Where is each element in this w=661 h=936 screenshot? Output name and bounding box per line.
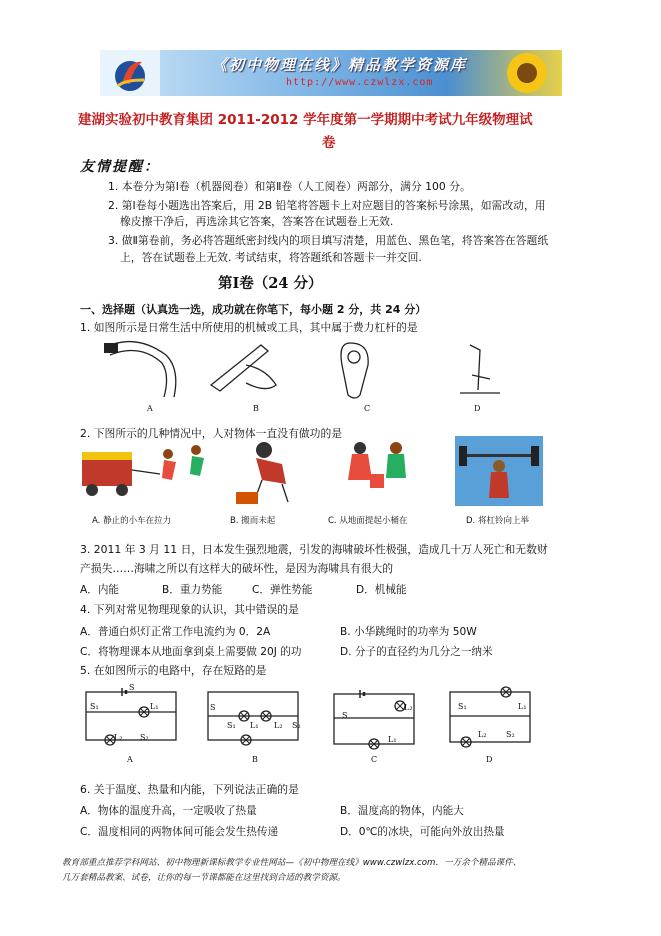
footer-line2: 几万套精品教案、试卷，让你的每一节课都能在这里找到合适的教学资源。 [62, 873, 346, 883]
q5b-mark-s: S [210, 703, 216, 712]
q5c-mark-s: S [342, 711, 348, 720]
q1-text: 1. 如图所示是日常生活中所使用的机械或工具，其中属于费力杠杆的是 [80, 321, 418, 334]
q4-text: 4. 下列对常见物理现象的认识，其中错误的是 [80, 603, 299, 616]
q4-option-b: B. 小华跳绳时的功率为 50W [340, 626, 477, 638]
q6-option-d: D．0℃的冰块，可能向外放出热量 [340, 826, 505, 838]
q5-label-b: B [252, 755, 258, 764]
banner-url: http://www.czwlzx.com [286, 77, 434, 88]
header-banner [100, 50, 562, 96]
logo-icon [100, 50, 160, 96]
part1-title: 第Ⅰ卷（24 分） [218, 275, 323, 292]
section-heading: 一、选择题（认真选一选，成功就在你笔下，每小题 2 分，共 24 分） [80, 303, 427, 316]
banner-title: 《初中物理在线》精品教学资源库 [212, 56, 468, 74]
q3-line2: 产损失……海啸之所以有这样大的破坏性，是因为海啸具有很大的 [80, 562, 394, 575]
q3-line1: 3. 2011 年 3 月 11 日，日本发生强烈地震，引发的海啸破坏性极强，造成几十万人死亡和无数财 [80, 543, 548, 556]
q2-caption-b: B. 搬而未起 [230, 516, 276, 526]
q5-circuit-a [82, 686, 182, 746]
q1-bottle-opener-figure [320, 335, 400, 405]
q2-caption-a: A. 静止的小车在拉力 [92, 516, 172, 526]
q4-option-d: D. 分子的直径约为几分之一纳米 [340, 646, 493, 658]
q1-label-d: D [474, 404, 481, 413]
q4-option-c: C．将物理课本从地面拿到桌上需要做 20J 的功 [80, 646, 302, 658]
q2-cart-figure [80, 440, 220, 510]
q5c-mark-l1: L₁ [388, 735, 397, 744]
q2-caption-d: D. 将杠铃向上举 [466, 516, 529, 526]
q2-text: 2. 下图所示的几种情况中，人对物体一直没有做功的是 [80, 427, 343, 440]
q4-option-a: A．普通白炽灯正常工作电流约为 0．2A [80, 626, 271, 638]
q3-option-c: C．弹性势能 [252, 584, 313, 596]
q1-label-a: A [147, 404, 153, 413]
q5b-mark-l1: L₁ [250, 721, 259, 730]
footer-line1: 教育部重点推荐学科网站、初中物理新课标教学专业性网站—《初中物理在线》www.czwlzx.com．一万余个精品课件、 [62, 858, 522, 868]
note-1: 1. 本卷分为第Ⅰ卷（机器阅卷）和第Ⅱ卷（人工阅卷）两部分，满分 100 分。 [108, 180, 471, 193]
exam-title-line2: 卷 [322, 135, 336, 151]
q5a-mark-s2: S₂ [140, 733, 149, 742]
q5a-mark-l1: L₁ [150, 702, 159, 711]
q5b-mark-l2: L₂ [274, 721, 283, 730]
q1-knife-figure [206, 335, 296, 405]
q5d-mark-l1: L₁ [518, 702, 527, 711]
q5d-mark-s2: S₂ [506, 730, 515, 739]
q5b-mark-s2: S₂ [292, 721, 301, 730]
note-2: 2. 第Ⅰ卷每小题选出答案后，用 2B 铅笔将答题卡上对应题目的答案标号涂黑，如需改动，用 [108, 199, 546, 212]
q5c-mark-l2: L₂ [404, 703, 413, 712]
note-3-cont: 上，答在试题卷上无效. 考试结束，将答题纸和答题卡一并交回. [120, 251, 422, 264]
q5d-mark-l2: L₂ [478, 730, 487, 739]
q3-option-b: B．重力势能 [162, 584, 223, 596]
q1-tongs-figure [96, 335, 186, 405]
q2-caption-c: C. 从地面提起小桶在 [328, 516, 408, 526]
note-2-cont: 橡皮擦干净后，再选涂其它答案，答案答在试题卷上无效. [120, 215, 394, 228]
q2-bucket-figure [340, 440, 420, 510]
q5d-mark-s1: S₁ [458, 702, 467, 711]
q5-label-c: C [371, 755, 378, 764]
page-footer [62, 856, 622, 886]
q5-label-d: D [486, 755, 493, 764]
q6-option-a: A．物体的温度升高，一定吸收了热量 [80, 805, 257, 817]
exam-title-line1: 建湖实验初中教育集团 2011-2012 学年度第一学期期中考试九年级物理试 [78, 112, 533, 128]
q3-option-d: D．机械能 [356, 584, 407, 596]
q2-lifting-figure [232, 440, 312, 510]
q3-option-a: A．内能 [80, 584, 120, 596]
q2-weightlifter-figure [455, 436, 543, 506]
q1-label-c: C [364, 404, 371, 413]
q5a-mark-s: S [129, 683, 135, 692]
note-3: 3. 做Ⅱ第卷前，务必将答题纸密封线内的项目填写清楚，用蓝色、黑色笔，将答案答在答题纸 [108, 234, 549, 247]
q5-label-a: A [127, 755, 133, 764]
q1-label-b: B [253, 404, 259, 413]
reminder-heading: 友情提醒： [80, 159, 160, 175]
q5a-mark-l2: L₂ [114, 733, 123, 742]
q5-circuit-c [330, 690, 420, 750]
q1-pump-figure [450, 335, 520, 405]
q5a-mark-s1: S₁ [90, 702, 99, 711]
q5b-mark-s1: S₁ [227, 721, 236, 730]
q6-option-c: C．温度相同的两物体间可能会发生热传递 [80, 826, 279, 838]
sunflower-icon [492, 50, 562, 96]
q5-text: 5. 在如图所示的电路中，存在短路的是 [80, 664, 267, 677]
q5-circuit-d [446, 688, 536, 748]
q6-text: 6. 关于温度、热量和内能，下列说法正确的是 [80, 783, 299, 796]
q5-circuit-b [204, 686, 304, 746]
q6-option-b: B．温度高的物体，内能大 [340, 805, 464, 817]
